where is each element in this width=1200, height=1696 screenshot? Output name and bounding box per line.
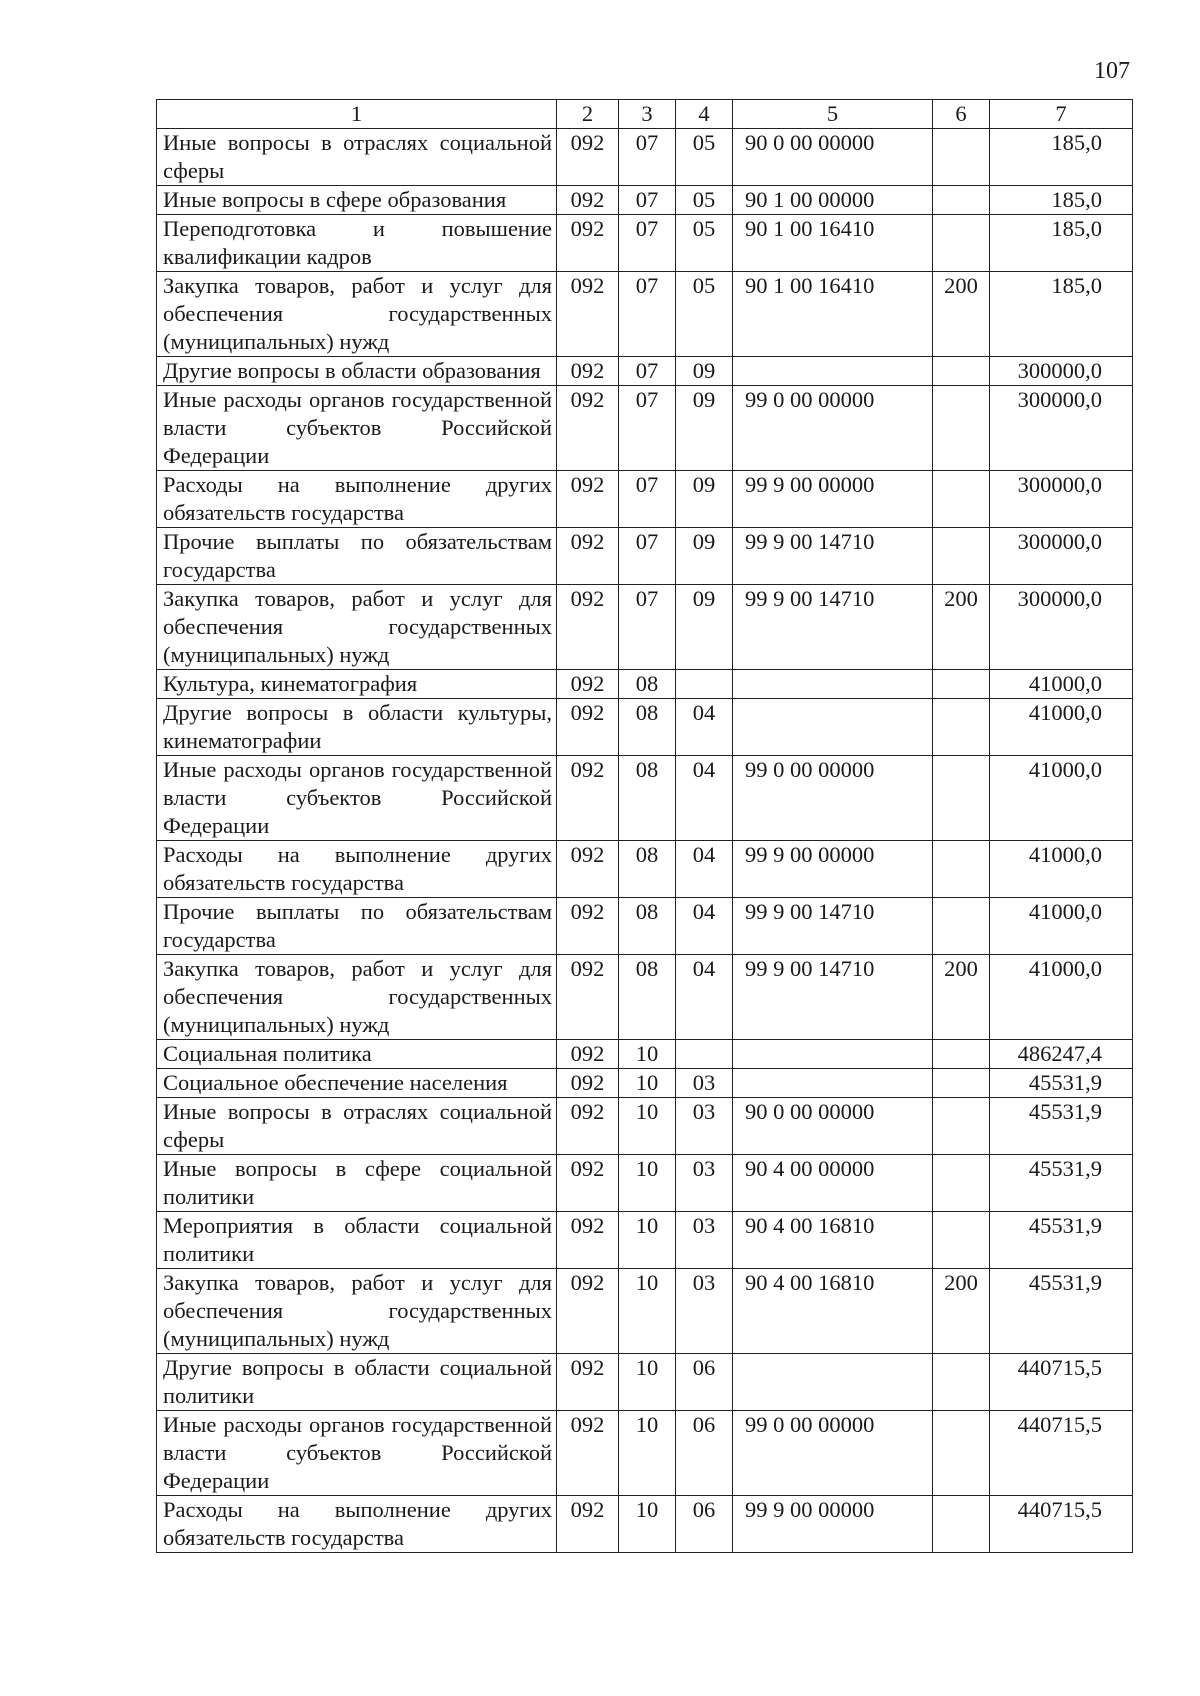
row-name-cell: Культура, кинематография xyxy=(157,670,557,699)
table-row xyxy=(157,1098,1133,1155)
row-name-cell: Другие вопросы в области образования xyxy=(157,357,557,386)
row-name-cell: Иные вопросы в сфере образования xyxy=(157,186,557,215)
target-article-cell: 99 9 00 00000 xyxy=(733,471,933,528)
expense-type-cell xyxy=(933,1098,990,1155)
row-name-cell: Иные вопросы в сфере социальной политики xyxy=(157,1155,557,1212)
subsection-code-cell xyxy=(676,1040,733,1069)
table-row xyxy=(157,528,1133,585)
budget-allocation-table xyxy=(156,99,1133,1553)
ministry-code-cell: 092 xyxy=(557,1354,619,1411)
target-article-cell xyxy=(733,1040,933,1069)
expense-type-cell: 200 xyxy=(933,955,990,1040)
table-row xyxy=(157,1155,1133,1212)
subsection-code-cell: 09 xyxy=(676,585,733,670)
ministry-code-cell: 092 xyxy=(557,898,619,955)
table-row xyxy=(157,1411,1133,1496)
row-name-cell: Прочие выплаты по обязательствам государства xyxy=(157,528,557,585)
expense-type-cell xyxy=(933,186,990,215)
expense-type-cell xyxy=(933,1354,990,1411)
ministry-code-cell: 092 xyxy=(557,386,619,471)
amount-cell: 45531,9 xyxy=(990,1098,1133,1155)
subsection-code-cell: 03 xyxy=(676,1269,733,1354)
target-article-cell: 99 0 00 00000 xyxy=(733,1411,933,1496)
target-article-cell: 90 1 00 16410 xyxy=(733,272,933,357)
row-name-cell: Закупка товаров, работ и услуг для обеспечения государственных (муниципальных) нужд xyxy=(157,272,557,357)
ministry-code-cell: 092 xyxy=(557,1069,619,1098)
section-code-cell: 08 xyxy=(619,756,676,841)
row-name-cell: Мероприятия в области социальной политики xyxy=(157,1212,557,1269)
target-article-cell: 99 0 00 00000 xyxy=(733,756,933,841)
ministry-code-cell: 092 xyxy=(557,215,619,272)
target-article-cell xyxy=(733,699,933,756)
section-code-cell: 08 xyxy=(619,699,676,756)
amount-cell: 185,0 xyxy=(990,186,1133,215)
ministry-code-cell: 092 xyxy=(557,1411,619,1496)
row-name-cell: Переподготовка и повышение квалификации кадров xyxy=(157,215,557,272)
target-article-cell xyxy=(733,670,933,699)
expense-type-cell xyxy=(933,1040,990,1069)
target-article-cell: 90 4 00 00000 xyxy=(733,1155,933,1212)
target-article-cell: 90 4 00 16810 xyxy=(733,1269,933,1354)
amount-cell: 185,0 xyxy=(990,215,1133,272)
section-code-cell: 10 xyxy=(619,1269,676,1354)
amount-cell: 300000,0 xyxy=(990,585,1133,670)
ministry-code-cell: 092 xyxy=(557,272,619,357)
subsection-code-cell: 06 xyxy=(676,1411,733,1496)
table-row xyxy=(157,670,1133,699)
ministry-code-cell: 092 xyxy=(557,756,619,841)
target-article-cell: 99 0 00 00000 xyxy=(733,386,933,471)
expense-type-cell: 200 xyxy=(933,272,990,357)
amount-cell: 185,0 xyxy=(990,129,1133,186)
table-row xyxy=(157,1354,1133,1411)
ministry-code-cell: 092 xyxy=(557,955,619,1040)
expense-type-cell xyxy=(933,1496,990,1553)
table-row xyxy=(157,898,1133,955)
target-article-cell: 90 1 00 16410 xyxy=(733,215,933,272)
section-code-cell: 10 xyxy=(619,1040,676,1069)
section-code-cell: 10 xyxy=(619,1354,676,1411)
subsection-code-cell: 05 xyxy=(676,129,733,186)
table-row xyxy=(157,955,1133,1040)
section-code-cell: 10 xyxy=(619,1069,676,1098)
section-code-cell: 08 xyxy=(619,955,676,1040)
ministry-code-cell: 092 xyxy=(557,1040,619,1069)
table-row xyxy=(157,1212,1133,1269)
section-code-cell: 07 xyxy=(619,272,676,357)
amount-cell: 440715,5 xyxy=(990,1354,1133,1411)
row-name-cell: Иные вопросы в отраслях социальной сферы xyxy=(157,1098,557,1155)
subsection-code-cell: 09 xyxy=(676,471,733,528)
expense-type-cell xyxy=(933,756,990,841)
section-code-cell: 10 xyxy=(619,1098,676,1155)
column-header: 7 xyxy=(990,100,1133,129)
subsection-code-cell: 09 xyxy=(676,386,733,471)
section-code-cell: 07 xyxy=(619,215,676,272)
expense-type-cell xyxy=(933,528,990,585)
section-code-cell: 08 xyxy=(619,670,676,699)
row-name-cell: Иные расходы органов государственной власти субъектов Российской Федерации xyxy=(157,1411,557,1496)
table-row xyxy=(157,186,1133,215)
row-name-cell: Иные расходы органов государственной власти субъектов Российской Федерации xyxy=(157,386,557,471)
target-article-cell: 99 9 00 14710 xyxy=(733,898,933,955)
row-name-cell: Расходы на выполнение других обязательств государства xyxy=(157,471,557,528)
amount-cell: 41000,0 xyxy=(990,898,1133,955)
section-code-cell: 10 xyxy=(619,1212,676,1269)
table-row xyxy=(157,357,1133,386)
ministry-code-cell: 092 xyxy=(557,1269,619,1354)
ministry-code-cell: 092 xyxy=(557,1155,619,1212)
expense-type-cell xyxy=(933,129,990,186)
table-row xyxy=(157,129,1133,186)
subsection-code-cell: 03 xyxy=(676,1098,733,1155)
subsection-code-cell: 04 xyxy=(676,898,733,955)
expense-type-cell xyxy=(933,699,990,756)
subsection-code-cell: 05 xyxy=(676,215,733,272)
subsection-code-cell: 05 xyxy=(676,186,733,215)
amount-cell: 41000,0 xyxy=(990,670,1133,699)
amount-cell: 45531,9 xyxy=(990,1269,1133,1354)
section-code-cell: 07 xyxy=(619,386,676,471)
subsection-code-cell: 09 xyxy=(676,357,733,386)
header-row xyxy=(157,100,1133,129)
target-article-cell: 90 0 00 00000 xyxy=(733,129,933,186)
section-code-cell: 07 xyxy=(619,528,676,585)
expense-type-cell: 200 xyxy=(933,585,990,670)
ministry-code-cell: 092 xyxy=(557,670,619,699)
table-row xyxy=(157,1069,1133,1098)
row-name-cell: Прочие выплаты по обязательствам государства xyxy=(157,898,557,955)
amount-cell: 41000,0 xyxy=(990,955,1133,1040)
expense-type-cell xyxy=(933,215,990,272)
expense-type-cell: 200 xyxy=(933,1269,990,1354)
section-code-cell: 10 xyxy=(619,1411,676,1496)
target-article-cell: 90 4 00 16810 xyxy=(733,1212,933,1269)
column-header: 3 xyxy=(619,100,676,129)
section-code-cell: 08 xyxy=(619,898,676,955)
table-row xyxy=(157,1040,1133,1069)
table-row xyxy=(157,386,1133,471)
row-name-cell: Социальное обеспечение населения xyxy=(157,1069,557,1098)
row-name-cell: Иные вопросы в отраслях социальной сферы xyxy=(157,129,557,186)
table-row xyxy=(157,699,1133,756)
column-header: 2 xyxy=(557,100,619,129)
target-article-cell: 99 9 00 14710 xyxy=(733,528,933,585)
target-article-cell: 99 9 00 14710 xyxy=(733,955,933,1040)
table-row xyxy=(157,585,1133,670)
ministry-code-cell: 092 xyxy=(557,1098,619,1155)
amount-cell: 300000,0 xyxy=(990,386,1133,471)
amount-cell: 41000,0 xyxy=(990,756,1133,841)
expense-type-cell xyxy=(933,841,990,898)
ministry-code-cell: 092 xyxy=(557,186,619,215)
amount-cell: 45531,9 xyxy=(990,1069,1133,1098)
section-code-cell: 07 xyxy=(619,585,676,670)
row-name-cell: Расходы на выполнение других обязательств государства xyxy=(157,1496,557,1553)
subsection-code-cell: 05 xyxy=(676,272,733,357)
subsection-code-cell: 03 xyxy=(676,1212,733,1269)
section-code-cell: 07 xyxy=(619,471,676,528)
amount-cell: 486247,4 xyxy=(990,1040,1133,1069)
ministry-code-cell: 092 xyxy=(557,699,619,756)
page-number: 107 xyxy=(1094,58,1130,84)
expense-type-cell xyxy=(933,357,990,386)
amount-cell: 300000,0 xyxy=(990,528,1133,585)
section-code-cell: 10 xyxy=(619,1155,676,1212)
amount-cell: 440715,5 xyxy=(990,1411,1133,1496)
expense-type-cell xyxy=(933,898,990,955)
subsection-code-cell: 04 xyxy=(676,699,733,756)
section-code-cell: 08 xyxy=(619,841,676,898)
subsection-code-cell: 03 xyxy=(676,1155,733,1212)
table-body xyxy=(157,129,1133,1553)
target-article-cell: 90 0 00 00000 xyxy=(733,1098,933,1155)
table-row xyxy=(157,841,1133,898)
ministry-code-cell: 092 xyxy=(557,1496,619,1553)
row-name-cell: Закупка товаров, работ и услуг для обеспечения государственных (муниципальных) нужд xyxy=(157,955,557,1040)
row-name-cell: Социальная политика xyxy=(157,1040,557,1069)
expense-type-cell xyxy=(933,1212,990,1269)
table-row xyxy=(157,471,1133,528)
section-code-cell: 07 xyxy=(619,129,676,186)
target-article-cell xyxy=(733,1354,933,1411)
amount-cell: 41000,0 xyxy=(990,841,1133,898)
expense-type-cell xyxy=(933,670,990,699)
target-article-cell: 99 9 00 00000 xyxy=(733,1496,933,1553)
ministry-code-cell: 092 xyxy=(557,357,619,386)
subsection-code-cell: 04 xyxy=(676,955,733,1040)
column-header: 1 xyxy=(157,100,557,129)
expense-type-cell xyxy=(933,386,990,471)
table-row xyxy=(157,1496,1133,1553)
subsection-code-cell: 06 xyxy=(676,1496,733,1553)
ministry-code-cell: 092 xyxy=(557,1212,619,1269)
section-code-cell: 10 xyxy=(619,1496,676,1553)
expense-type-cell xyxy=(933,471,990,528)
amount-cell: 440715,5 xyxy=(990,1496,1133,1553)
row-name-cell: Другие вопросы в области социальной политики xyxy=(157,1354,557,1411)
row-name-cell: Иные расходы органов государственной власти субъектов Российской Федерации xyxy=(157,756,557,841)
expense-type-cell xyxy=(933,1155,990,1212)
amount-cell: 45531,9 xyxy=(990,1212,1133,1269)
table-row xyxy=(157,756,1133,841)
subsection-code-cell: 03 xyxy=(676,1069,733,1098)
target-article-cell xyxy=(733,1069,933,1098)
section-code-cell: 07 xyxy=(619,186,676,215)
amount-cell: 41000,0 xyxy=(990,699,1133,756)
row-name-cell: Закупка товаров, работ и услуг для обеспечения государственных (муниципальных) нужд xyxy=(157,585,557,670)
table-row xyxy=(157,272,1133,357)
section-code-cell: 07 xyxy=(619,357,676,386)
table-row xyxy=(157,215,1133,272)
target-article-cell: 90 1 00 00000 xyxy=(733,186,933,215)
ministry-code-cell: 092 xyxy=(557,585,619,670)
subsection-code-cell: 09 xyxy=(676,528,733,585)
target-article-cell xyxy=(733,357,933,386)
ministry-code-cell: 092 xyxy=(557,528,619,585)
expense-type-cell xyxy=(933,1069,990,1098)
expense-type-cell xyxy=(933,1411,990,1496)
subsection-code-cell: 06 xyxy=(676,1354,733,1411)
subsection-code-cell: 04 xyxy=(676,756,733,841)
amount-cell: 300000,0 xyxy=(990,357,1133,386)
column-header: 4 xyxy=(676,100,733,129)
row-name-cell: Другие вопросы в области культуры, кинематографии xyxy=(157,699,557,756)
target-article-cell: 99 9 00 00000 xyxy=(733,841,933,898)
target-article-cell: 99 9 00 14710 xyxy=(733,585,933,670)
row-name-cell: Закупка товаров, работ и услуг для обеспечения государственных (муниципальных) нужд xyxy=(157,1269,557,1354)
row-name-cell: Расходы на выполнение других обязательств государства xyxy=(157,841,557,898)
ministry-code-cell: 092 xyxy=(557,471,619,528)
amount-cell: 300000,0 xyxy=(990,471,1133,528)
column-header: 5 xyxy=(733,100,933,129)
ministry-code-cell: 092 xyxy=(557,129,619,186)
amount-cell: 45531,9 xyxy=(990,1155,1133,1212)
ministry-code-cell: 092 xyxy=(557,841,619,898)
amount-cell: 185,0 xyxy=(990,272,1133,357)
subsection-code-cell: 04 xyxy=(676,841,733,898)
table-row xyxy=(157,1269,1133,1354)
column-header: 6 xyxy=(933,100,990,129)
subsection-code-cell xyxy=(676,670,733,699)
